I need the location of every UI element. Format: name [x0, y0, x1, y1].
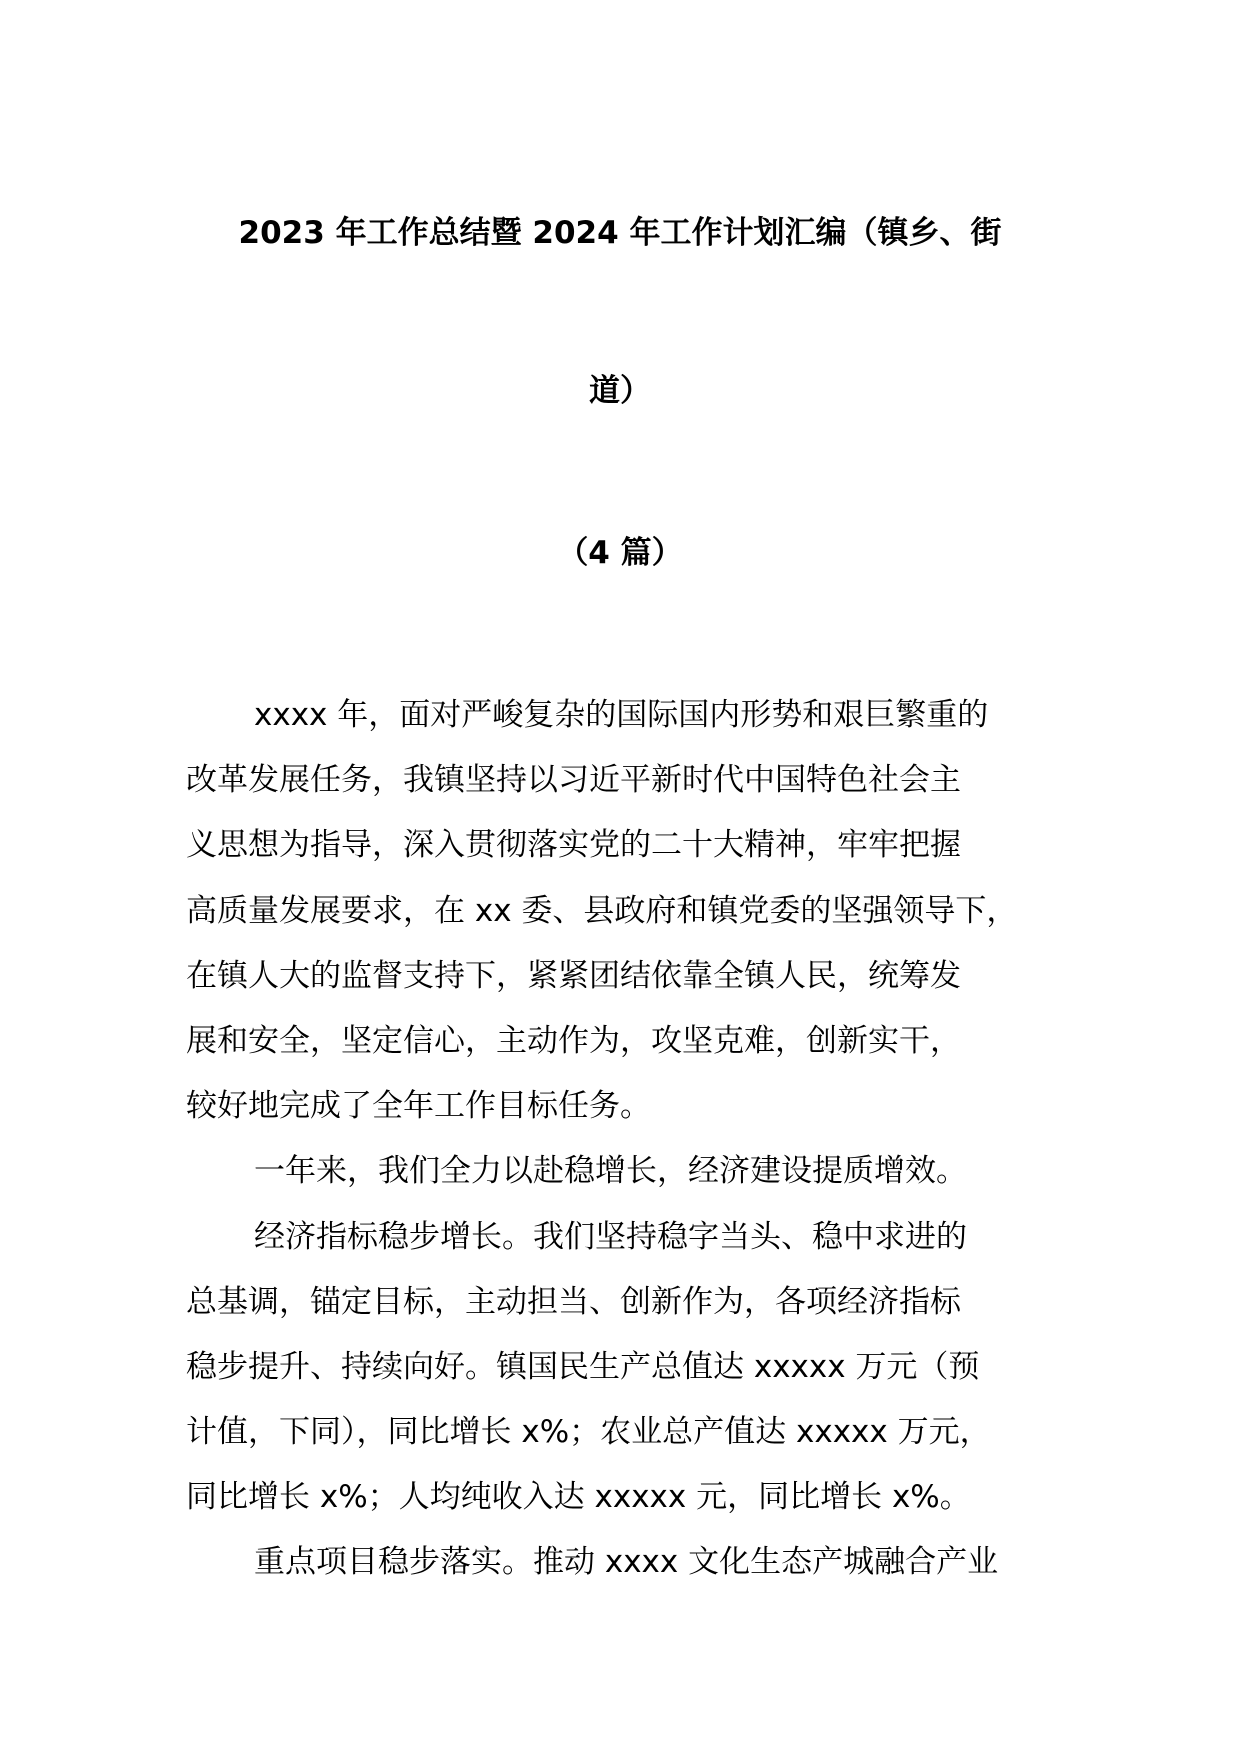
document-title-line-1: 2023 年工作总结暨 2024 年工作计划汇编（镇乡、街 — [238, 215, 1002, 251]
body-text-line: 经济指标稳步增长。我们坚持稳字当头、稳中求进的 — [254, 1218, 967, 1255]
body-text-line: 稳步提升、持续向好。镇国民生产总值达 xxxxx 万元（预 — [186, 1348, 980, 1385]
body-text-line: 一年来，我们全力以赴稳增长，经济建设提质增效。 — [254, 1153, 967, 1190]
body-text-line: 义思想为指导，深入贯彻落实党的二十大精神，牢牢把握 — [186, 827, 961, 864]
body-text-line: 重点项目稳步落实。推动 xxxx 文化生态产城融合产业 — [254, 1544, 999, 1581]
body-text-line: 改革发展任务，我镇坚持以习近平新时代中国特色社会主 — [186, 762, 961, 799]
body-text-line: 较好地完成了全年工作目标任务。 — [186, 1088, 651, 1125]
body-text-line: xxxx 年，面对严峻复杂的国际国内形势和艰巨繁重的 — [254, 697, 989, 733]
document-subtitle-count: （4 篇） — [557, 535, 683, 571]
body-text-line: 展和安全，坚定信心，主动作为，攻坚克难，创新实干， — [186, 1022, 961, 1059]
body-text-line: 在镇人大的监督支持下，紧紧团结依靠全镇人民，统筹发 — [186, 957, 961, 994]
body-text-line: 同比增长 x%；人均纯收入达 xxxxx 元，同比增长 x%。 — [186, 1479, 971, 1516]
document-title-line-2: 道） — [589, 373, 651, 409]
document-body — [186, 683, 1086, 1596]
body-text-line: 计值，下同），同比增长 x%；农业总产值达 xxxxx 万元， — [186, 1414, 991, 1451]
body-text-line: 高质量发展要求，在 xx 委、县政府和镇党委的坚强领导下， — [186, 892, 1018, 929]
body-text-line: 总基调，锚定目标，主动担当、创新作为，各项经济指标 — [186, 1283, 961, 1320]
